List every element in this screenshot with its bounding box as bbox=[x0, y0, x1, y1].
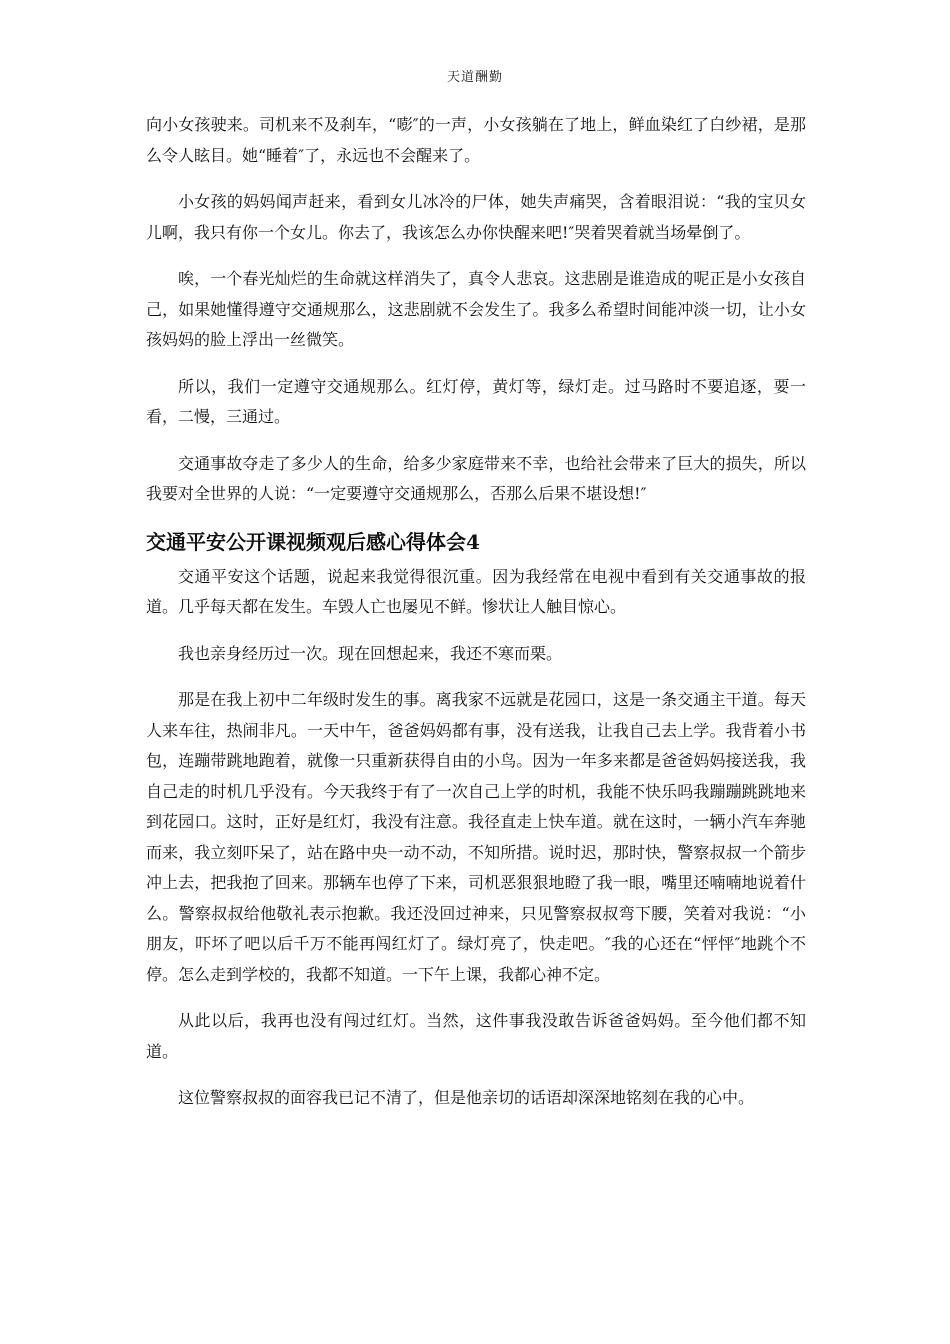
paragraph: 那是在我上初中二年级时发生的事。离我家不远就是花园口，这是一条交通主干道。每天人来车往，热闹非凡。一天中午，爸爸妈妈都有事，没有送我，让我自己去上学。我背着小书包，连蹦带跳地跑着，就像一只重新获得自由的小鸟。因为一年多来都是爸爸妈妈接送我，我自己走的时机几乎没有。今天我终于有了一次自己上学的时机，我能不快乐吗我蹦蹦跳跳地来到花园口。这时，正好是红灯，我没有注意。我径直走上快车道。就在这时，一辆小汽车奔驰而来，我立刻吓呆了，站在路中央一动不动，不知所措。说时迟，那时快，警察叔叔一个箭步冲上去，把我抱了回来。那辆车也停了下来，司机恶狠狠地瞪了我一眼，嘴里还喃喃地说着什么。警察叔叔给他敬礼表示抱歉。我还没回过神来，只见警察叔叔弯下腰，笑着对我说：“小朋友，吓坏了吧以后千万不能再闯红灯了。绿灯亮了，快走吧。″我的心还在“怦怦″地跳个不停。怎么走到学校的，我都不知道。一下午上课，我都心神不定。 bbox=[146, 690, 806, 984]
paragraph: 所以，我们一定遵守交通规那么。红灯停，黄灯等，绿灯走。过马路时不要追逐，要一看，二慢，三通过。 bbox=[146, 376, 806, 426]
paragraph: 唉，一个春光灿烂的生命就这样消失了，真令人悲哀。这悲剧是谁造成的呢正是小女孩自己，如果她懂得遵守交通规那么，这悲剧就不会发生了。我多么希望时间能冲淡一切，让小女孩妈妈的脸上浮出一丝微笑。 bbox=[146, 269, 806, 349]
paragraph: 向小女孩驶来。司机来不及刹车，“嘭″的一声，小女孩躺在了地上，鲜血染红了白纱裙，是那么令人眩目。她“睡着″了，永远也不会醒来了。 bbox=[146, 115, 806, 165]
paragraph: 交通事故夺走了多少人的生命，给多少家庭带来不幸，也给社会带来了巨大的损失，所以我要对全世界的人说：“一定要遵守交通规那么，否那么后果不堪设想!″ bbox=[146, 453, 806, 503]
paragraph: 我也亲身经历过一次。现在回想起来，我还不寒而栗。 bbox=[178, 643, 563, 663]
paragraph: 从此以后，我再也没有闯过红灯。当然，这件事我没敢告诉爸爸妈妈。至今他们都不知道。 bbox=[146, 1011, 806, 1061]
paragraph: 交通平安这个话题，说起来我觉得很沉重。因为我经常在电视中看到有关交通事故的报道。几乎每天都在发生。车毁人亡也屡见不鲜。惨状让人触目惊心。 bbox=[146, 566, 806, 616]
page-header: 天道酬勤 bbox=[446, 70, 503, 85]
section-title: 交通平安公开课视频观后感心得体会4 bbox=[146, 529, 480, 554]
paragraph: 这位警察叔叔的面容我已记不清了，但是他亲切的话语却深深地铭刻在我的心中。 bbox=[178, 1088, 755, 1107]
paragraph: 小女孩的妈妈闻声赶来，看到女儿冰冷的尸体，她失声痛哭，含着眼泪说：“我的宝贝女儿啊，我只有你一个女儿。你去了，我该怎么办你快醒来吧!″哭着哭着就当场晕倒了。 bbox=[146, 192, 806, 242]
document-body bbox=[146, 110, 806, 1130]
